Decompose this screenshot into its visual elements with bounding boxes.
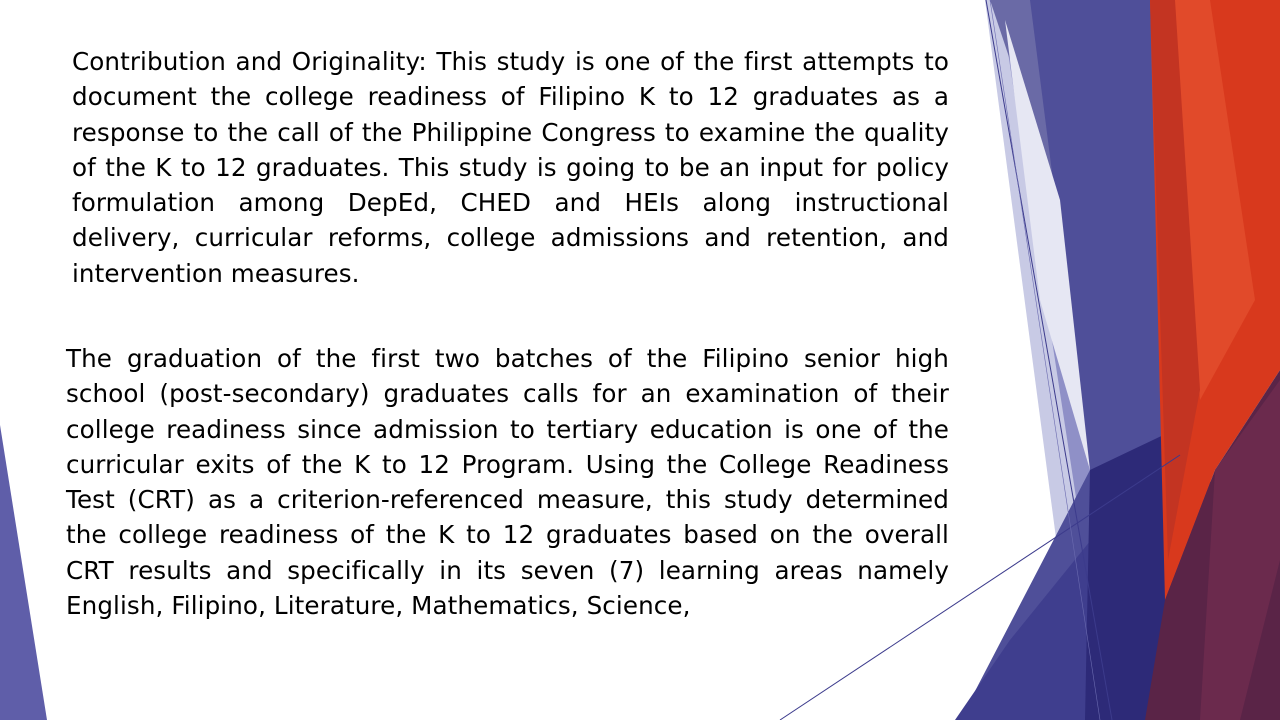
contribution-paragraph: Contribution and Originality: This study is one of the first attempts to document the college readiness of Filipino K to 12 graduates as a response to the call of the Philippine Congress to examine the quality of the K to 12 graduates. This study is going to be an input for policy formulation among DepEd, CHED and HEIs along instructional delivery, curricular reforms, college admissions and retention, and intervention measures. [72, 47, 949, 288]
study-summary-paragraph: The graduation of the first two batches of the Filipino senior high school (post-secondary) graduates calls for an examination of their college readiness since admission to tertiary education is one of the curricular exits of the K to 12 Program. Using the College Readiness Test (CRT) as a criterion-referenced measure, this study determined the college readiness of the K to 12 graduates based on the overall CRT results and specifically in its seven (7) learning areas namely English, Filipino, Literature, Mathematics, Science, [66, 344, 949, 621]
left-blue-wedge [0, 425, 47, 720]
